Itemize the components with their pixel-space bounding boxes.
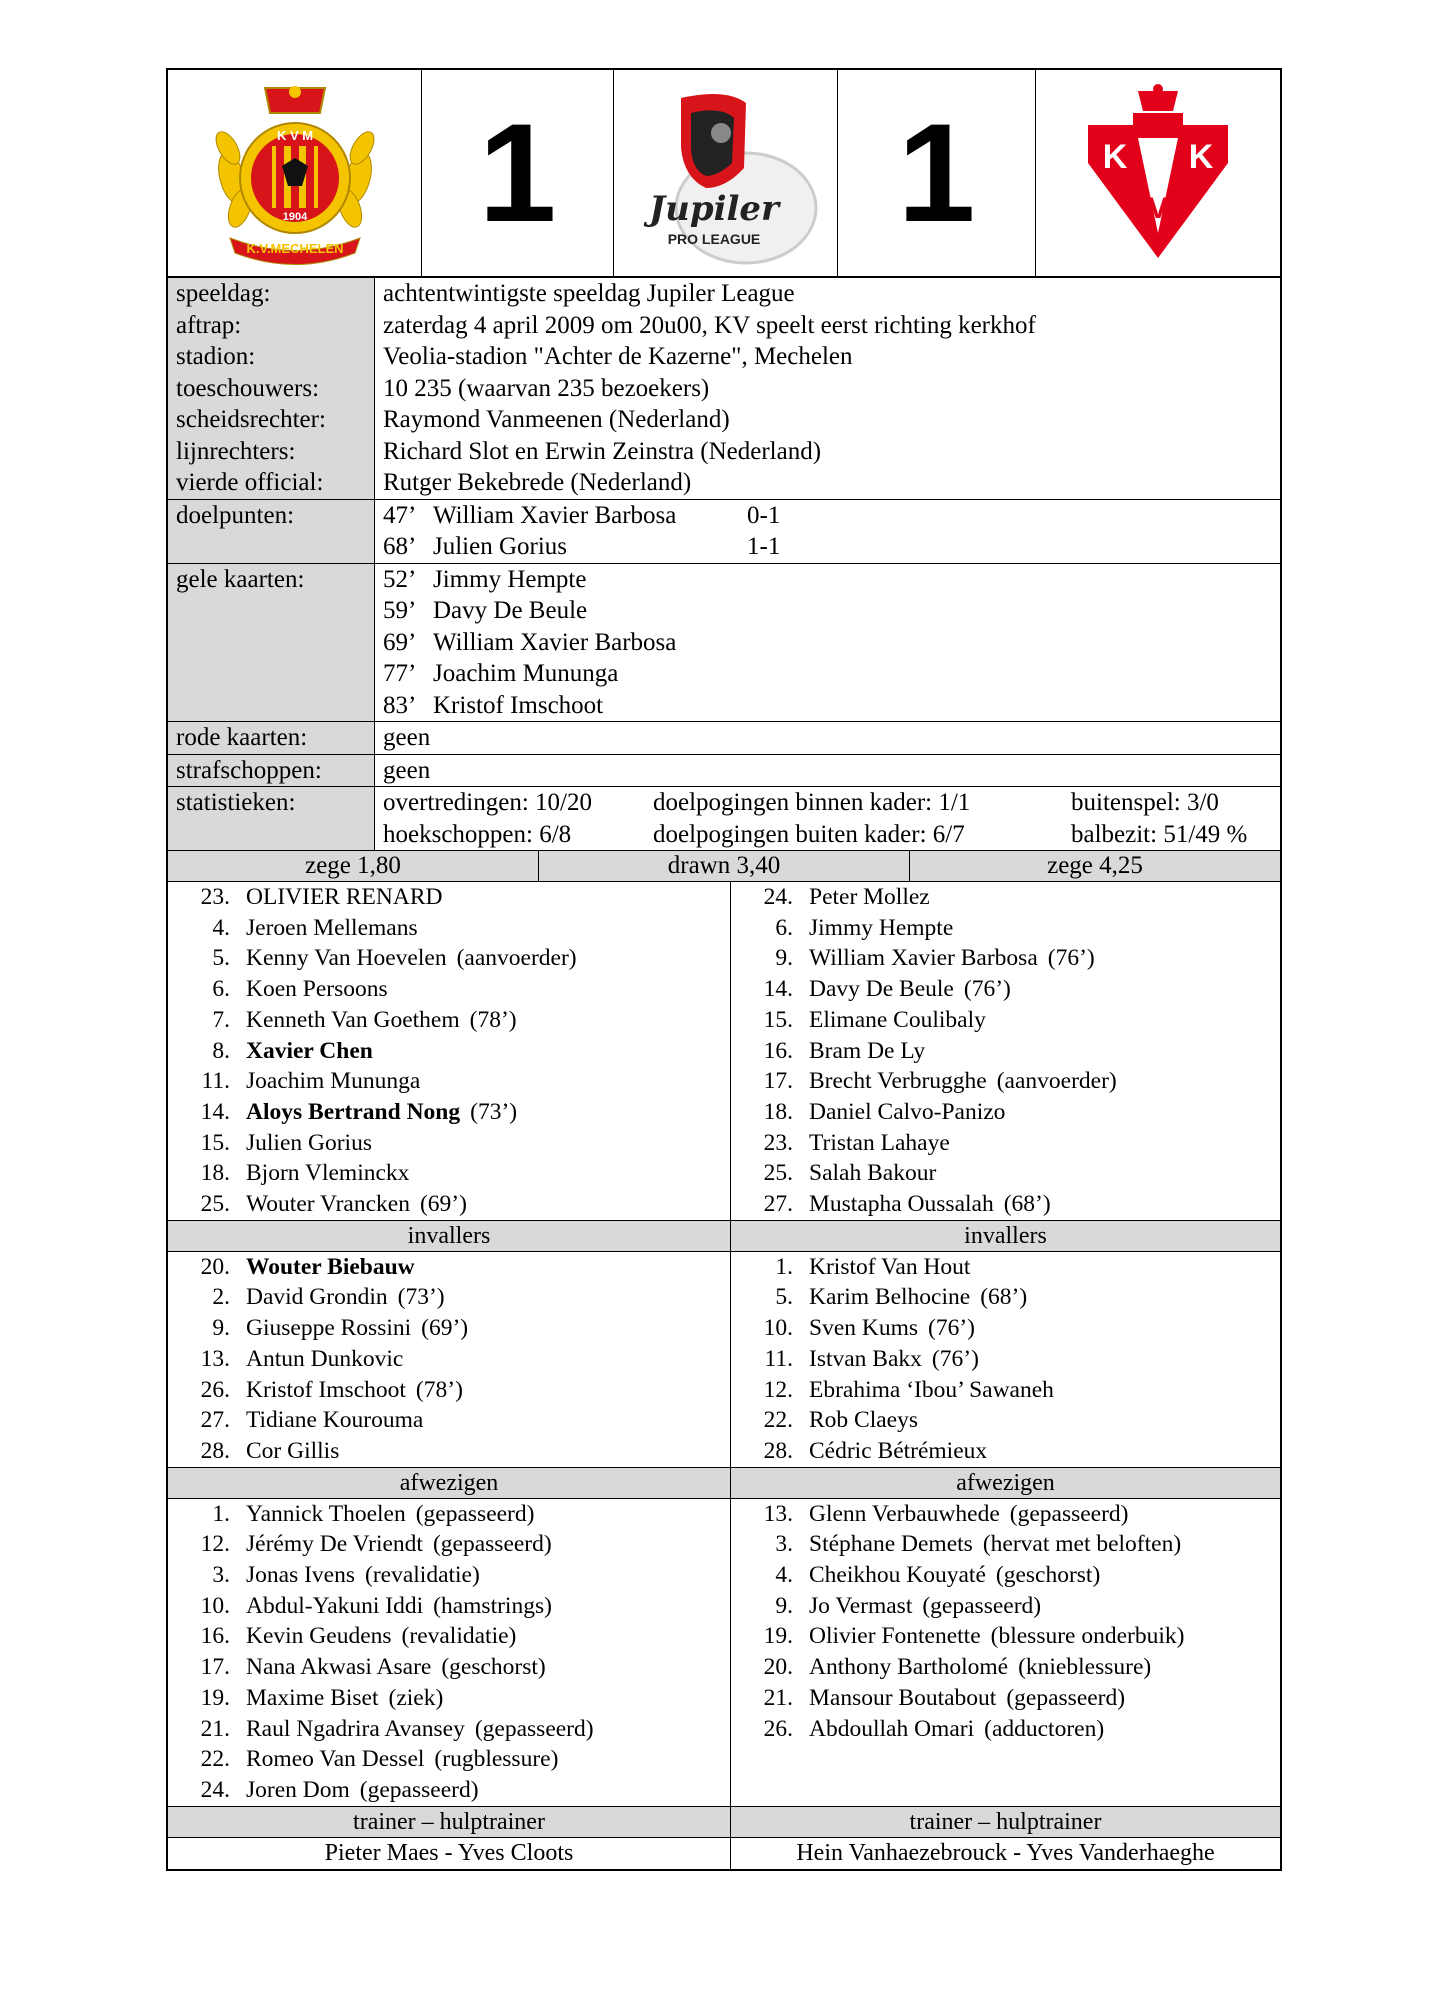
player-name: Davy De Beule [809,976,954,1003]
value-strafschoppen: geen [383,756,431,784]
odds-draw: drawn 3,40 [539,851,910,881]
away-trainer-title: trainer – hulptrainer [909,1808,1102,1835]
player-number: 12. [763,1376,793,1403]
player-note: (aanvoerder) [996,1068,1117,1095]
player-row [731,913,1280,944]
player-row [168,1652,730,1683]
player-name: Kenny Van Hoevelen [246,945,447,972]
value-rode-kaarten: geen [383,724,431,751]
player-row [731,1282,1280,1313]
value-lijnrechters: Richard Slot en Erwin Zeinstra (Nederland) [383,437,822,465]
player-number: 20. [763,1654,793,1681]
player-row [731,1005,1280,1036]
value-toeschouwers: 10 235 (waarvan 235 bezoekers) [383,374,710,402]
player-name: Cédric Bétrémieux [809,1437,988,1464]
stat-overtredingen: overtredingen: 10/20 [383,789,592,816]
svg-text:K: K [1188,138,1214,176]
player-name: Sven Kums [809,1315,919,1342]
player-name: Bram De Ly [809,1037,926,1064]
player-number: 16. [763,1037,793,1064]
player-row [731,1128,1280,1159]
goal-item: 47’ William Xavier Barbosa 0-1 [383,500,1272,532]
player-number: 10. [200,1592,230,1619]
player-note: (revalidatie) [365,1562,480,1589]
player-row [168,1621,730,1652]
player-row [168,1252,730,1283]
stats-row [168,787,1280,851]
player-number: 25. [763,1160,793,1187]
player-number: 14. [763,976,793,1003]
player-row [731,1252,1280,1283]
player-row [168,1405,730,1436]
player-number: 28. [763,1437,793,1464]
player-note: (gepasseerd) [359,1776,479,1803]
lineups [168,882,1280,1220]
player-name: Tidiane Kourouma [246,1407,424,1434]
player-row [731,1158,1280,1189]
player-row [168,1529,730,1560]
player-note: (gepasseerd) [1009,1500,1129,1527]
substitutes [168,1252,1280,1467]
odds-away: zege 4,25 [1047,852,1143,879]
svg-text:PRO LEAGUE: PRO LEAGUE [667,231,760,247]
player-name: Joren Dom [246,1776,350,1803]
yellow-card-item: 77’ Joachim Mununga [383,660,619,687]
player-note: (gepasseerd) [432,1531,552,1558]
stats-grid [375,787,1280,850]
player-number: 12. [200,1531,230,1558]
player-number: 16. [200,1623,230,1650]
player-number: 14. [200,1098,230,1125]
player-row [168,1036,730,1067]
player-row [168,1097,730,1128]
player-name: Kristof Imschoot [246,1376,406,1403]
value-vierde-official: Rutger Bekebrede (Nederland) [383,469,692,496]
player-number: 5. [775,1284,793,1311]
player-note: (geschorst) [995,1562,1101,1589]
penalties-row [168,755,1280,788]
player-note: (68’) [980,1284,1028,1311]
stat-balbezit: balbezit: 51/49 % [1071,820,1248,848]
goals-row [168,500,1280,564]
player-row [168,974,730,1005]
player-row [168,1189,730,1220]
player-note: (gepasseerd) [474,1715,594,1742]
trainer-header [168,1806,1280,1838]
player-number: 15. [763,1006,793,1033]
player-row [168,1714,730,1745]
player-name: Bjorn Vleminckx [246,1160,410,1187]
player-number: 5. [212,945,230,972]
player-row [731,1652,1280,1683]
player-name: Elimane Coulibaly [809,1006,986,1033]
player-number: 11. [764,1345,793,1372]
player-number: 2. [212,1284,230,1311]
player-name: Peter Mollez [809,884,930,910]
absentees [168,1499,1280,1806]
player-note: (hamstrings) [433,1592,552,1619]
player-name: Koen Persoons [246,976,388,1003]
player-note: (gepasseerd) [1006,1684,1126,1711]
player-note: (revalidatie) [401,1623,517,1650]
player-number: 9. [212,1315,230,1342]
player-note: (adductoren) [984,1715,1105,1742]
away-absent-title: afwezigen [956,1469,1055,1496]
player-row [168,1313,730,1344]
player-row [731,1436,1280,1467]
player-row [168,1282,730,1313]
player-note: (76’) [963,976,1011,1003]
away-trainers: Hein Vanhaezebrouck - Yves Vanderhaeghe [796,1839,1215,1866]
player-row [168,1683,730,1714]
goal-score: 0-1 [747,501,781,529]
player-number: 8. [212,1037,230,1064]
player-note: (69’) [419,1191,467,1218]
away-subs [731,1252,1280,1467]
player-name: Tristan Lahaye [809,1129,950,1156]
player-name: OLIVIER RENARD [246,884,443,910]
player-note: (73’) [470,1098,518,1125]
absent-header [168,1467,1280,1499]
value-stadion: Veolia-stadion "Achter de Kazerne", Mechelen [383,343,853,370]
label-scheidsrechter: scheidsrechter: [176,406,326,433]
player-number: 28. [200,1437,230,1464]
player-name: William Xavier Barbosa [809,945,1038,972]
match-info [168,278,1280,851]
player-name: Kenneth Van Goethem [246,1006,460,1033]
player-name: Jonas Ivens [246,1562,355,1589]
player-number: 4. [212,914,230,941]
player-row [168,943,730,974]
player-note: (knieblessure) [1018,1654,1152,1681]
player-name: David Grondin [246,1284,388,1311]
player-row [168,1744,730,1775]
player-name: Wouter Biebauw [246,1253,415,1280]
player-note: (68’) [1003,1191,1051,1218]
player-row [731,1375,1280,1406]
kv-mechelen-crest-icon [210,78,380,268]
player-row [168,1005,730,1036]
player-name: Julien Gorius [246,1129,372,1156]
svg-text:K: K [1102,138,1128,176]
label-rode-kaarten: rode kaarten: [168,722,375,754]
label-statistieken: statistieken: [168,787,375,850]
player-note: (blessure onderbuik) [990,1623,1185,1650]
label-vierde-official: vierde official: [176,469,324,496]
label-gele-kaarten: gele kaarten: [168,564,375,722]
home-absent-title: afwezigen [168,1468,731,1498]
yellow-cards-row [168,564,1280,723]
info-values [375,278,1280,499]
home-subs [168,1252,731,1467]
jupiler-league-logo [614,70,838,276]
svg-text:V: V [1147,192,1169,225]
player-row [168,1499,730,1530]
player-name: Abdoullah Omari [809,1715,975,1742]
player-row [168,1158,730,1189]
player-name: Cheikhou Kouyaté [809,1562,986,1589]
player-name: Kristof Van Hout [809,1253,971,1280]
player-name: Raul Ngadrira Avansey [246,1715,465,1742]
player-row [168,913,730,944]
label-toeschouwers: toeschouwers: [176,374,320,402]
player-number: 26. [763,1715,793,1742]
player-name: Jeroen Mellemans [246,914,418,941]
label-speeldag: speeldag: [176,280,271,307]
player-name: Jimmy Hempte [809,914,954,941]
player-number: 23. [200,884,230,910]
player-number: 17. [763,1068,793,1095]
player-number: 25. [200,1191,230,1218]
player-number: 22. [200,1746,230,1773]
odds-row [168,851,1280,882]
label-strafschoppen: strafschoppen: [168,755,375,787]
player-name: Nana Akwasi Asare [246,1654,432,1681]
subs-header [168,1220,1280,1252]
player-row [168,1436,730,1467]
player-note: (aanvoerder) [456,945,577,972]
player-name: Jo Vermast [809,1592,913,1619]
goal-score: 1-1 [747,533,781,560]
player-number: 15. [200,1129,230,1156]
player-note: (73’) [397,1284,445,1311]
player-note: (76’) [931,1345,979,1372]
svg-text:K.V.MECHELEN: K.V.MECHELEN [245,241,344,256]
player-note: (78’) [415,1376,463,1403]
player-name: Rob Claeys [809,1407,919,1434]
kv-kortrijk-crest-icon [1083,83,1233,263]
player-note: (gepasseerd) [922,1592,1042,1619]
score-header [168,70,1280,278]
home-trainers: Pieter Maes - Yves Cloots [168,1838,731,1869]
home-score-cell [422,70,614,276]
player-row [168,1775,730,1806]
home-subs-title: invallers [168,1221,731,1251]
red-cards-row [168,722,1280,755]
player-name: Maxime Biset [246,1684,379,1711]
player-row [168,1344,730,1375]
label-aftrap: aftrap: [176,311,242,339]
player-row [731,1066,1280,1097]
value-scheidsrechter: Raymond Vanmeenen (Nederland) [383,406,730,433]
label-lijnrechters: lijnrechters: [176,437,296,465]
player-note: (76’) [928,1315,976,1342]
goals-list [375,500,1280,563]
home-trainer-title: trainer – hulptrainer [168,1807,731,1837]
player-row [731,1621,1280,1652]
player-name: Yannick Thoelen [246,1500,406,1527]
player-row [731,943,1280,974]
player-number: 17. [200,1654,230,1681]
player-name: Kevin Geudens [246,1623,392,1650]
player-name: Giuseppe Rossini [246,1315,412,1342]
player-number: 3. [212,1562,230,1589]
player-note: (78’) [469,1006,517,1033]
player-name: Anthony Bartholomé [809,1654,1009,1681]
player-row [731,1036,1280,1067]
jupiler-pro-league-icon [626,78,826,268]
player-number: 9. [775,945,793,972]
player-row [731,1529,1280,1560]
goal-item: 68’ Julien Gorius 1-1 [383,531,1272,563]
player-number: 20. [200,1253,230,1280]
player-note: (rugblessure) [434,1746,559,1773]
away-lineup [731,882,1280,1220]
value-aftrap: zaterdag 4 april 2009 om 20u00, KV speelt eerst richting kerkhof [383,311,1036,339]
player-row [731,1499,1280,1530]
player-name: Daniel Calvo-Panizo [809,1098,1006,1125]
player-name: Salah Bakour [809,1160,937,1187]
player-name: Romeo Van Dessel [246,1746,425,1773]
away-absent [731,1499,1280,1806]
player-row [168,1066,730,1097]
player-name: Olivier Fontenette [809,1623,981,1650]
player-number: 3. [775,1531,793,1558]
away-score: 1 [897,94,976,251]
stat-hoekschoppen: hoekschoppen: 6/8 [383,820,572,848]
player-number: 19. [200,1684,230,1711]
svg-text:1904: 1904 [282,211,307,223]
player-row [731,1313,1280,1344]
player-row [731,1683,1280,1714]
goal-scorer: William Xavier Barbosa [433,501,677,529]
player-name: Xavier Chen [246,1037,373,1064]
odds-home: zege 1,80 [168,851,539,881]
player-number: 22. [763,1407,793,1434]
yellow-card-item: 59’ Davy De Beule [383,597,588,624]
player-note: (ziek) [388,1684,444,1711]
player-row [168,1591,730,1622]
player-number: 27. [763,1191,793,1218]
player-row [168,1560,730,1591]
player-number: 19. [763,1623,793,1650]
stat-buiten-kader: doelpogingen buiten kader: 6/7 [653,820,965,848]
player-row [168,1128,730,1159]
player-row [731,1560,1280,1591]
player-name: Glenn Verbauwhede [809,1500,1000,1527]
trainers-row [168,1838,1280,1869]
label-doelpunten: doelpunten: [168,500,375,563]
player-number: 24. [200,1776,230,1803]
match-sheet [166,68,1282,1871]
player-number: 21. [763,1684,793,1711]
stat-buitenspel: buitenspel: 3/0 [1071,789,1219,816]
yellow-card-item: 83’ Kristof Imschoot [383,691,604,719]
player-number: 26. [200,1376,230,1403]
player-row [731,1591,1280,1622]
player-row [731,974,1280,1005]
player-row [731,1405,1280,1436]
player-row [731,1344,1280,1375]
svg-text:K V M: K V M [276,128,313,143]
yellow-card-item: 52’ Jimmy Hempte [383,565,587,593]
player-number: 18. [200,1160,230,1187]
player-row [731,1097,1280,1128]
player-number: 23. [763,1129,793,1156]
player-name: Jérémy De Vriendt [246,1531,423,1558]
goal-scorer: Julien Gorius [433,533,568,560]
player-note: (hervat met beloften) [982,1531,1182,1558]
player-number: 21. [200,1715,230,1742]
home-score: 1 [478,94,557,251]
stat-binnen-kader: doelpogingen binnen kader: 1/1 [653,789,971,816]
player-number: 13. [200,1345,230,1372]
player-number: 1. [775,1253,793,1280]
away-score-cell [838,70,1036,276]
player-name: Mansour Boutabout [809,1684,997,1711]
kv-kortrijk-logo [1036,70,1280,276]
player-row [731,1189,1280,1220]
yellow-cards-list [375,564,1280,722]
player-name: Stéphane Demets [809,1531,973,1558]
info-labels [168,278,375,499]
player-number: 13. [763,1500,793,1527]
away-subs-title: invallers [964,1222,1047,1249]
player-number: 18. [763,1098,793,1125]
player-number: 6. [775,914,793,941]
player-name: Aloys Bertrand Nong [246,1098,461,1125]
player-name: Abdul-Yakuni Iddi [246,1592,424,1619]
player-number: 4. [775,1562,793,1589]
player-note: (gepasseerd) [415,1500,535,1527]
player-number: 27. [200,1407,230,1434]
value-speeldag: achtentwintigste speeldag Jupiler League [383,280,795,307]
player-note: (76’) [1047,945,1095,972]
player-number: 24. [763,884,793,910]
player-number: 9. [775,1592,793,1619]
label-stadion: stadion: [176,343,256,370]
player-name: Antun Dunkovic [246,1345,404,1372]
player-number: 7. [212,1006,230,1033]
player-name: Wouter Vrancken [246,1191,410,1218]
general-info-rows [168,278,1280,500]
player-name: Brecht Verbrugghe [809,1068,987,1095]
player-number: 6. [212,976,230,1003]
player-note: (geschorst) [441,1654,546,1681]
player-name: Cor Gillis [246,1437,340,1464]
player-number: 1. [212,1500,230,1527]
home-absent [168,1499,731,1806]
yellow-card-item: 69’ William Xavier Barbosa [383,628,677,656]
player-row [168,882,730,913]
player-name: Istvan Bakx [809,1345,922,1372]
player-name: Joachim Mununga [246,1068,421,1095]
player-name: Mustapha Oussalah [809,1191,994,1218]
player-name: Ebrahima ‘Ibou’ Sawaneh [809,1376,1054,1403]
player-row [731,1714,1280,1745]
player-row [168,1375,730,1406]
player-number: 10. [763,1315,793,1342]
kv-mechelen-logo [168,70,422,276]
svg-text:Jupiler: Jupiler [648,189,779,229]
player-number: 11. [201,1068,230,1095]
player-note: (69’) [421,1315,469,1342]
home-lineup [168,882,731,1220]
player-row [731,882,1280,913]
player-name: Karim Belhocine [809,1284,971,1311]
